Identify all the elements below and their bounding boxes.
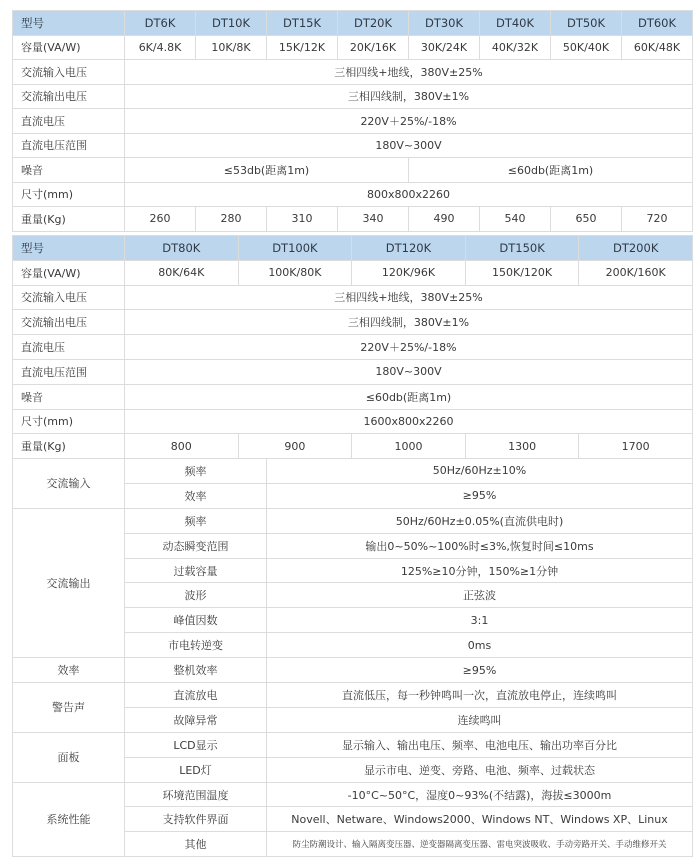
other-value: 防尘防潮设计、输入隔离变压器、逆变器隔离变压器、雷电突波吸收、手动旁路开关、手动维修开关 — [267, 832, 693, 857]
ac-output-voltage-value: 三相四线制，380V±1% — [125, 310, 693, 335]
capacity-label: 容量(VA/W) — [13, 35, 125, 60]
capacity-value: 80K/64K — [125, 260, 239, 285]
model-name: DT150K — [465, 236, 579, 261]
transient-value: 输出0~50%~100%时≤3%,恢复时间≤10ms — [267, 533, 693, 558]
ac-output-voltage-row — [13, 84, 693, 109]
spec-table-common — [12, 458, 693, 857]
size-row — [13, 409, 693, 434]
dc-range-label: 直流电压范围 — [13, 133, 125, 158]
capacity-value: 60K/48K — [622, 35, 693, 60]
weight-value: 1700 — [579, 434, 693, 459]
weight-label: 重量(Kg) — [13, 434, 125, 459]
efficiency-value: ≥95% — [267, 658, 693, 683]
lcd-value: 显示输入、输出电压、频率、电池电压、输出功率百分比 — [267, 732, 693, 757]
model-name: DT15K — [267, 11, 338, 36]
ac-input-frequency-label: 频率 — [125, 459, 267, 484]
model-name: DT100K — [238, 236, 352, 261]
weight-value: 310 — [267, 207, 338, 232]
noise-value: ≤60db(距离1m) — [409, 158, 693, 183]
capacity-value: 10K/8K — [196, 35, 267, 60]
transfer-time-label: 市电转逆变 — [125, 633, 267, 658]
weight-row — [13, 434, 693, 459]
ac-input-voltage-label: 交流输入电压 — [13, 285, 125, 310]
capacity-value: 6K/4.8K — [125, 35, 196, 60]
noise-row — [13, 384, 693, 409]
dc-voltage-value: 220V＋25%/-18% — [125, 109, 693, 134]
software-label: 支持软件界面 — [125, 807, 267, 832]
capacity-row — [13, 35, 693, 60]
crest-factor-label: 峰值因数 — [125, 608, 267, 633]
capacity-value: 30K/24K — [409, 35, 480, 60]
ac-input-voltage-value: 三相四线+地线，380V±25% — [125, 60, 693, 85]
overload-label: 过载容量 — [125, 558, 267, 583]
model-name: DT30K — [409, 11, 480, 36]
noise-label: 噪音 — [13, 384, 125, 409]
waveform-value: 正弦波 — [267, 583, 693, 608]
ac-output-frequency-row — [13, 508, 693, 533]
noise-row — [13, 158, 693, 183]
model-name: DT200K — [579, 236, 693, 261]
weight-value: 650 — [551, 207, 622, 232]
dc-range-value: 180V~300V — [125, 133, 693, 158]
environment-label: 环境范围温度 — [125, 782, 267, 807]
weight-value: 340 — [338, 207, 409, 232]
capacity-value: 50K/40K — [551, 35, 622, 60]
model-name: DT6K — [125, 11, 196, 36]
ac-input-efficiency-label: 效率 — [125, 483, 267, 508]
dc-range-row — [13, 133, 693, 158]
ac-output-frequency-label: 频率 — [125, 508, 267, 533]
waveform-label: 波形 — [125, 583, 267, 608]
weight-value: 490 — [409, 207, 480, 232]
dc-voltage-row — [13, 335, 693, 360]
ac-input-group-label: 交流输入 — [13, 459, 125, 509]
dc-discharge-value: 直流低压，每一秒钟鸣叫一次，直流放电停止，连续鸣叫 — [267, 683, 693, 708]
ac-input-efficiency-value: ≥95% — [267, 483, 693, 508]
model-header-row — [13, 11, 693, 36]
environment-value: -10°C~50°C，湿度0~93%(不结露)，海拔≤3000m — [267, 782, 693, 807]
lcd-label: LCD显示 — [125, 732, 267, 757]
system-group-label: 系统性能 — [13, 782, 125, 857]
fault-value: 连续鸣叫 — [267, 707, 693, 732]
ac-input-frequency-value: 50Hz/60Hz±10% — [267, 459, 693, 484]
system-environment-row — [13, 782, 693, 807]
efficiency-row — [13, 658, 693, 683]
capacity-value: 120K/96K — [352, 260, 466, 285]
ac-output-voltage-value: 三相四线制，380V±1% — [125, 84, 693, 109]
capacity-value: 15K/12K — [267, 35, 338, 60]
model-name: DT60K — [622, 11, 693, 36]
software-value: Novell、Netware、Windows2000、Windows NT、Windows XP、Linux — [267, 807, 693, 832]
model-name: DT20K — [338, 11, 409, 36]
model-label: 型号 — [13, 11, 125, 36]
model-name: DT40K — [480, 11, 551, 36]
dc-range-value: 180V~300V — [125, 359, 693, 384]
ac-output-voltage-label: 交流输出电压 — [13, 84, 125, 109]
ac-input-frequency-row — [13, 459, 693, 484]
other-label: 其他 — [125, 832, 267, 857]
dc-discharge-label: 直流放电 — [125, 683, 267, 708]
weight-value: 280 — [196, 207, 267, 232]
model-name: DT80K — [125, 236, 239, 261]
size-label: 尺寸(mm) — [13, 182, 125, 207]
capacity-value: 200K/160K — [579, 260, 693, 285]
alarm-group-label: 警告声 — [13, 683, 125, 733]
ac-output-voltage-row — [13, 310, 693, 335]
weight-label: 重量(Kg) — [13, 207, 125, 232]
ac-output-voltage-label: 交流输出电压 — [13, 310, 125, 335]
spec-table-small-models — [12, 10, 693, 232]
efficiency-group-label: 效率 — [13, 658, 125, 683]
noise-label: 噪音 — [13, 158, 125, 183]
noise-value: ≤60db(距离1m) — [125, 384, 693, 409]
capacity-row — [13, 260, 693, 285]
transfer-time-value: 0ms — [267, 633, 693, 658]
ac-output-frequency-value: 50Hz/60Hz±0.05%(直流供电时) — [267, 508, 693, 533]
panel-lcd-row — [13, 732, 693, 757]
weight-row — [13, 207, 693, 232]
dc-voltage-row — [13, 109, 693, 134]
weight-value: 720 — [622, 207, 693, 232]
size-value: 800x800x2260 — [125, 182, 693, 207]
model-header-row — [13, 236, 693, 261]
model-name: DT120K — [352, 236, 466, 261]
weight-value: 1300 — [465, 434, 579, 459]
dc-range-label: 直流电压范围 — [13, 359, 125, 384]
dc-range-row — [13, 359, 693, 384]
led-value: 显示市电、逆变、旁路、电池、频率、过载状态 — [267, 757, 693, 782]
capacity-value: 40K/32K — [480, 35, 551, 60]
ac-input-voltage-label: 交流输入电压 — [13, 60, 125, 85]
crest-factor-value: 3:1 — [267, 608, 693, 633]
capacity-value: 20K/16K — [338, 35, 409, 60]
spec-table-large-models — [12, 235, 693, 459]
size-label: 尺寸(mm) — [13, 409, 125, 434]
alarm-dc-discharge-row — [13, 683, 693, 708]
weight-value: 900 — [238, 434, 352, 459]
model-name: DT10K — [196, 11, 267, 36]
dc-voltage-label: 直流电压 — [13, 109, 125, 134]
dc-voltage-label: 直流电压 — [13, 335, 125, 360]
model-label: 型号 — [13, 236, 125, 261]
overload-value: 125%≥10分钟，150%≥1分钟 — [267, 558, 693, 583]
weight-value: 260 — [125, 207, 196, 232]
model-name: DT50K — [551, 11, 622, 36]
capacity-label: 容量(VA/W) — [13, 260, 125, 285]
led-label: LED灯 — [125, 757, 267, 782]
efficiency-sub-label: 整机效率 — [125, 658, 267, 683]
capacity-value: 100K/80K — [238, 260, 352, 285]
ac-input-voltage-value: 三相四线+地线，380V±25% — [125, 285, 693, 310]
transient-label: 动态瞬变范围 — [125, 533, 267, 558]
ac-input-voltage-row — [13, 60, 693, 85]
panel-group-label: 面板 — [13, 732, 125, 782]
weight-value: 540 — [480, 207, 551, 232]
size-value: 1600x800x2260 — [125, 409, 693, 434]
capacity-value: 150K/120K — [465, 260, 579, 285]
size-row — [13, 182, 693, 207]
ac-input-voltage-row — [13, 285, 693, 310]
noise-value: ≤53db(距离1m) — [125, 158, 409, 183]
weight-value: 800 — [125, 434, 239, 459]
dc-voltage-value: 220V＋25%/-18% — [125, 335, 693, 360]
fault-label: 故障异常 — [125, 707, 267, 732]
ac-output-group-label: 交流输出 — [13, 508, 125, 657]
weight-value: 1000 — [352, 434, 466, 459]
